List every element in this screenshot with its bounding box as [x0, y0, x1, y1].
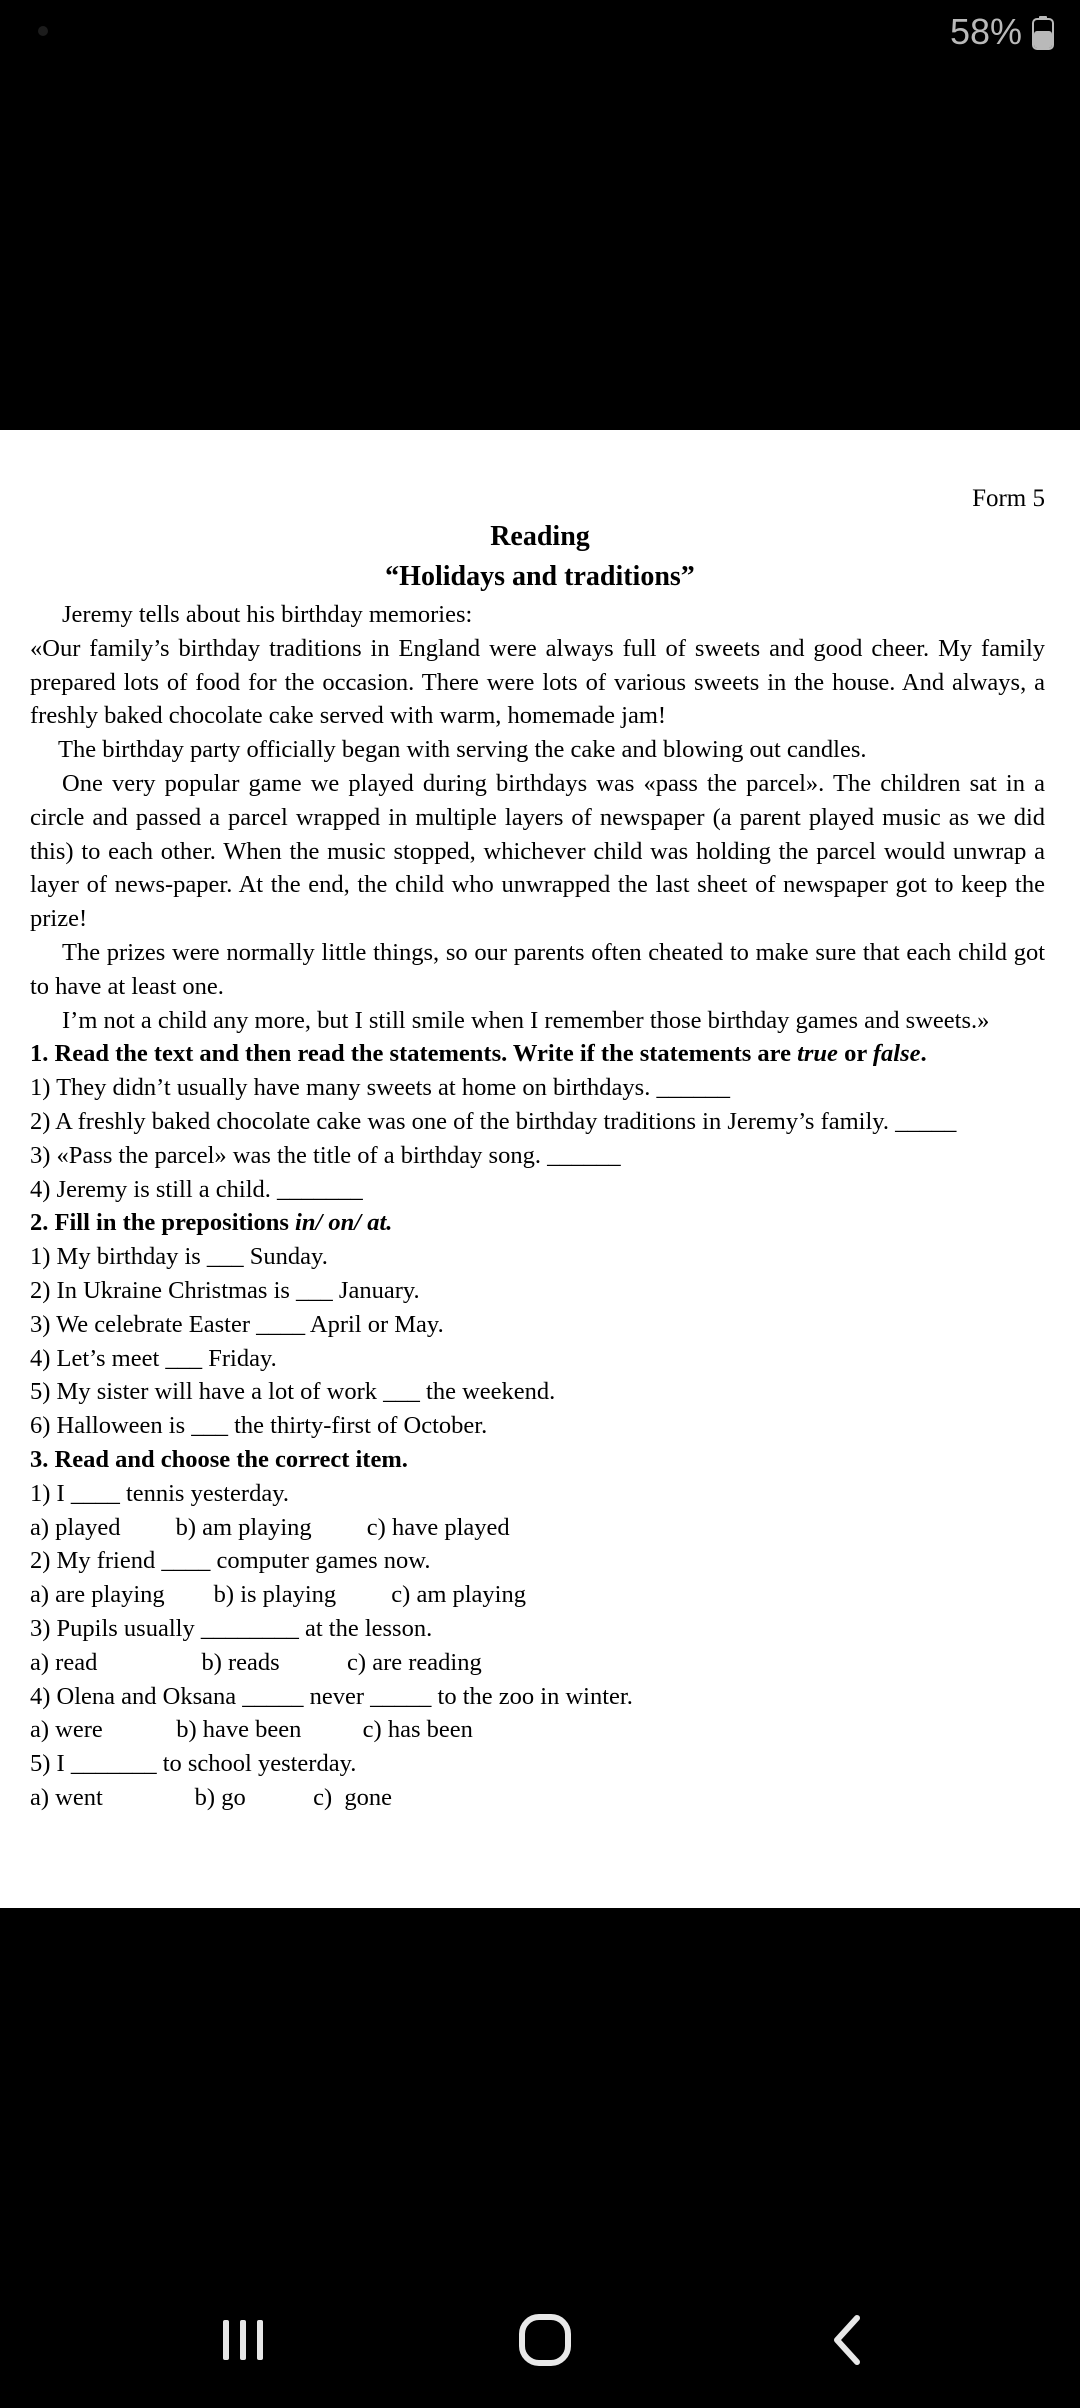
task2-item: 4) Let’s meet ___ Friday. [30, 1344, 277, 1372]
task3-question: 5) I _______ to school yesterday. [30, 1750, 357, 1778]
task3-options: a) went b) go c) gone [30, 1783, 392, 1811]
form-label: Form 5 [972, 485, 1045, 512]
recent-apps-button[interactable] [183, 2280, 303, 2400]
notification-dot [38, 26, 48, 36]
story-paragraph: «Our family’s birthday traditions in England were always full of sweets and good cheer. My family prepared lots of food for the occasion. There were lots of various sweets in the house. And always, a freshly baked chocolate cake served with warm, homemade jam! [30, 634, 1045, 730]
task1-heading: 1. Read the text and then read the statements. Write if the statements are true or false. [30, 1040, 927, 1068]
task3-heading: 3. Read and choose the correct item. [30, 1445, 408, 1473]
task2-item: 6) Halloween is ___ the thirty-first of October. [30, 1412, 488, 1440]
task1-statement: 2) A freshly baked chocolate cake was one of the birthday traditions in Jeremy’s family. _____ [30, 1107, 957, 1135]
task3-question: 3) Pupils usually ________ at the lesson. [30, 1614, 433, 1642]
worksheet-title: Reading [490, 521, 590, 552]
worksheet-body [30, 598, 1045, 1815]
navigation-bar [0, 2280, 1080, 2408]
status-bar [0, 0, 1080, 70]
story-paragraph: The prizes were normally little things, so our parents often cheated to make sure that each child got to have at least one. [30, 938, 1045, 1000]
home-button[interactable] [485, 2280, 605, 2400]
task1-statement: 4) Jeremy is still a child. _______ [30, 1175, 363, 1203]
story-paragraph: I’m not a child any more, but I still smile when I remember those birthday games and sweets.» [62, 1006, 990, 1034]
home-icon [517, 2312, 573, 2368]
task2-heading: 2. Fill in the prepositions in/ on/ at. [30, 1209, 393, 1237]
worksheet-photo [0, 430, 1080, 1908]
battery-percent: 58% [949, 11, 1022, 52]
task3-options: a) were b) have been c) has been [30, 1716, 473, 1744]
back-icon [823, 2312, 871, 2368]
task3-question: 4) Olena and Oksana _____ never _____ to the zoo in winter. [30, 1682, 633, 1710]
task3-options: a) are playing b) is playing c) am playing [30, 1581, 526, 1609]
worksheet-subtitle: “Holidays and traditions” [385, 561, 695, 592]
back-button[interactable] [787, 2280, 907, 2400]
task2-item: 5) My sister will have a lot of work ___ the weekend. [30, 1378, 556, 1406]
task3-question: 1) I ____ tennis yesterday. [30, 1479, 289, 1507]
task2-item: 1) My birthday is ___ Sunday. [30, 1243, 328, 1271]
task3-options: a) read b) reads c) are reading [30, 1648, 482, 1676]
task3-question: 2) My friend ____ computer games now. [30, 1547, 431, 1575]
task2-item: 3) We celebrate Easter ____ April or May. [30, 1310, 444, 1338]
story-paragraph: One very popular game we played during birthdays was «pass the parcel». The children sat in a circle and passed a parcel wrapped in multiple layers of newspaper (a parent played music as we did this) to each other. When the music stopped, whichever child was holding the parcel would unwrap a layer of news-paper. At the end, the child who unwrapped the last sheet of newspaper got to keep the prize! [30, 769, 1045, 933]
task3-options: a) played b) am playing c) have played [30, 1513, 510, 1541]
battery-icon [1032, 16, 1054, 50]
task2-item: 2) In Ukraine Christmas is ___ January. [30, 1276, 420, 1304]
task1-statement: 3) «Pass the parcel» was the title of a birthday song. ______ [30, 1141, 621, 1169]
task1-statement: 1) They didn’t usually have many sweets at home on birthdays. ______ [30, 1074, 730, 1102]
intro-line: Jeremy tells about his birthday memories: [62, 601, 473, 628]
story-paragraph: The birthday party officially began with serving the cake and blowing out candles. [58, 736, 867, 764]
recents-icon [219, 2316, 267, 2364]
